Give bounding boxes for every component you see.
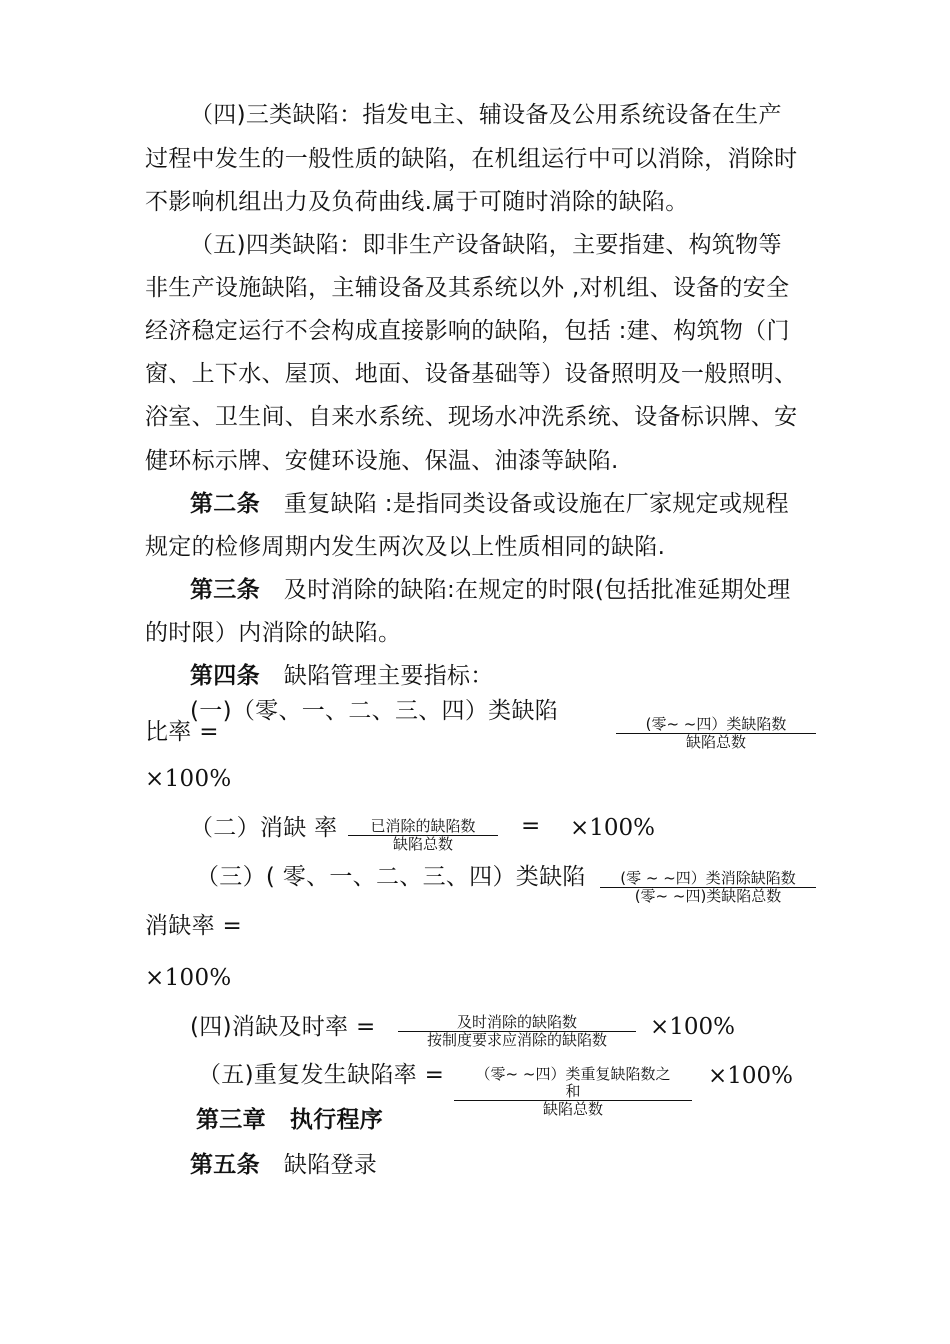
paragraph-line: 规定的检修周期内发生两次及以上性质相同的缺陷.: [145, 534, 666, 560]
formula-4-fraction: [398, 1014, 636, 1049]
paragraph-line: 窗、上下水、屋顶、地面、设备基础等）设备照明及一般照明、: [145, 361, 798, 387]
fraction-denominator: 缺陷总数: [542, 1100, 603, 1118]
fraction-denominator: (零~ ~四)类缺陷总数: [634, 887, 782, 905]
paragraph-line: 不影响机组出力及负荷曲线.属于可随时消除的缺陷。: [145, 189, 689, 215]
article-3: [190, 575, 791, 605]
formula-3-percent: ×100%: [145, 965, 232, 991]
article-text: 缺陷登录: [283, 1152, 378, 1178]
paragraph-line: 过程中发生的一般性质的缺陷，在机组运行中可以消除，消除时: [145, 146, 798, 172]
paragraph-line: （四)三类缺陷：指发电主、辅设备及公用系统设备在生产: [190, 102, 782, 128]
fraction-denominator: 按制度要求应消除的缺陷数: [426, 1031, 607, 1049]
paragraph-line: 经济稳定运行不会构成直接影响的缺陷，包括 :建、构筑物（门: [145, 318, 790, 344]
formula-2-title: （二）消缺 率: [190, 815, 338, 841]
formula-1-percent: ×100%: [145, 766, 232, 792]
article-text: 重复缺陷 :是指同类设备或设施在厂家规定或规程: [283, 491, 789, 517]
formula-5-title: （五)重复发生缺陷率 =: [198, 1062, 445, 1088]
paragraph-line: （五)四类缺陷：即非生产设备缺陷，主要指建、构筑物等: [190, 232, 782, 258]
fraction-numerator: (零 ~ ~四）类消除缺陷数: [600, 870, 816, 888]
formula-1-lhs: 比率 =: [145, 719, 219, 745]
article-2: [190, 489, 789, 519]
formula-1-fraction: [616, 716, 816, 751]
formula-1-title: (一)（零、一、二、三、四）类缺陷: [190, 698, 559, 724]
article-text: 及时消除的缺陷:在规定的时限(包括批准延期处理: [283, 577, 791, 603]
formula-4-percent: ×100%: [650, 1014, 736, 1040]
paragraph-line: 健环标示牌、安健环设施、保温、油漆等缺陷.: [145, 448, 619, 474]
fraction-numerator: 已消除的缺陷数: [348, 818, 498, 836]
paragraph-line: 非生产设施缺陷，主辅设备及其系统以外 ,对机组、设备的安全: [145, 275, 790, 301]
formula-2-equals: =: [521, 813, 541, 839]
fraction-numerator: 及时消除的缺陷数: [398, 1014, 636, 1032]
formula-5-percent: ×100%: [708, 1063, 794, 1089]
formula-5-fraction: [454, 1066, 692, 1118]
fraction-numerator-line-1: （零~ ~四）类重复缺陷数之: [475, 1065, 671, 1083]
fraction-numerator-line-2: 和: [454, 1083, 692, 1101]
article-text: 缺陷管理主要指标：: [283, 663, 494, 689]
chapter-title: 执行程序: [289, 1107, 384, 1133]
chapter-heading: [196, 1105, 383, 1135]
fraction-denominator: 缺陷总数: [685, 733, 746, 751]
chapter-label: 第三章: [196, 1107, 266, 1133]
paragraph-line: 的时限）内消除的缺陷。: [145, 620, 402, 646]
fraction-numerator: (零~ ~四）类缺陷数: [616, 716, 816, 734]
paragraph-line: 浴室、卫生间、自来水系统、现场水冲洗系统、设备标识牌、安: [145, 404, 798, 430]
article-label: 第二条: [190, 491, 260, 517]
formula-4-title: (四)消缺及时率 =: [190, 1014, 376, 1040]
article-label: 第三条: [190, 577, 260, 603]
formula-3-fraction: [600, 870, 816, 905]
article-label: 第五条: [190, 1152, 260, 1178]
formula-3-title: （三）( 零、一、二、三、四）类缺陷: [196, 864, 586, 890]
formula-2-fraction: [348, 818, 498, 853]
article-4: [190, 661, 494, 691]
formula-3-lhs: 消缺率 =: [145, 913, 243, 939]
fraction-denominator: 缺陷总数: [392, 835, 453, 853]
article-5: [190, 1150, 377, 1180]
article-label: 第四条: [190, 663, 260, 689]
formula-2-percent: ×100%: [570, 815, 656, 841]
